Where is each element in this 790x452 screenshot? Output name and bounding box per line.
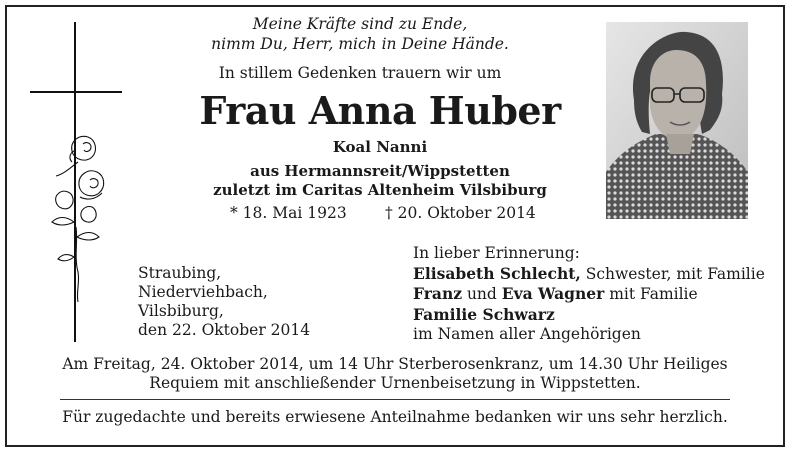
mourner-line: [413, 305, 765, 326]
quote-line: Meine Kräfte sind zu Ende,: [252, 15, 468, 33]
mourners: [413, 244, 765, 345]
divider: [60, 399, 730, 400]
mourner-relation: Schwester, mit Familie: [580, 264, 765, 283]
place-line: Niederviehbach,: [138, 283, 268, 301]
mourner-line: [413, 284, 765, 305]
nickname: Koal Nanni: [332, 138, 428, 156]
funeral-line: Am Freitag, 24. Oktober 2014, um 14 Uhr Sterberosenkranz, um 14.30 Uhr Heiliges: [62, 355, 728, 373]
mourner-connector: und: [462, 285, 502, 303]
thanks-text: Für zugedachte und bereits erwiesene Anteilnahme bedanken wir uns sehr herzlich.: [62, 408, 728, 426]
intro-text: In stillem Gedenken trauern wir um: [218, 64, 502, 82]
funeral-line: Requiem mit anschließender Urnenbeisetzung in Wippstetten.: [149, 374, 641, 392]
place-line: Vilsbiburg,: [138, 302, 224, 320]
mourner-name: Familie Schwarz: [413, 304, 555, 324]
origin-line: aus Hermannsreit/Wippstetten: [250, 162, 510, 180]
origin-line: zuletzt im Caritas Altenheim Vilsbiburg: [213, 181, 547, 199]
place-line: Straubing,: [138, 264, 222, 282]
origin: [170, 162, 590, 200]
mourner-line: im Namen aller Angehörigen: [413, 325, 641, 343]
place-line: den 22. Oktober 2014: [138, 321, 311, 339]
mourners-heading: In lieber Erinnerung:: [413, 244, 580, 262]
places-and-date: [138, 264, 310, 340]
mourner-line: [413, 264, 765, 285]
portrait-photo: [606, 22, 748, 219]
death-date: † 20. Oktober 2014: [385, 204, 536, 222]
quote-line: nimm Du, Herr, mich in Deine Hände.: [211, 35, 509, 53]
mourner-name: Elisabeth Schlecht,: [413, 263, 581, 283]
funeral-details: [20, 355, 770, 393]
mourner-relation: mit Familie: [604, 285, 698, 303]
mourner-name: Eva Wagner: [501, 284, 605, 303]
mourner-name: Franz: [413, 284, 463, 303]
deceased-name: Frau Anna Huber: [199, 88, 561, 133]
cross-with-roses-icon: [30, 22, 125, 342]
quote: [170, 14, 550, 54]
birth-date: * 18. Mai 1923: [230, 204, 347, 222]
